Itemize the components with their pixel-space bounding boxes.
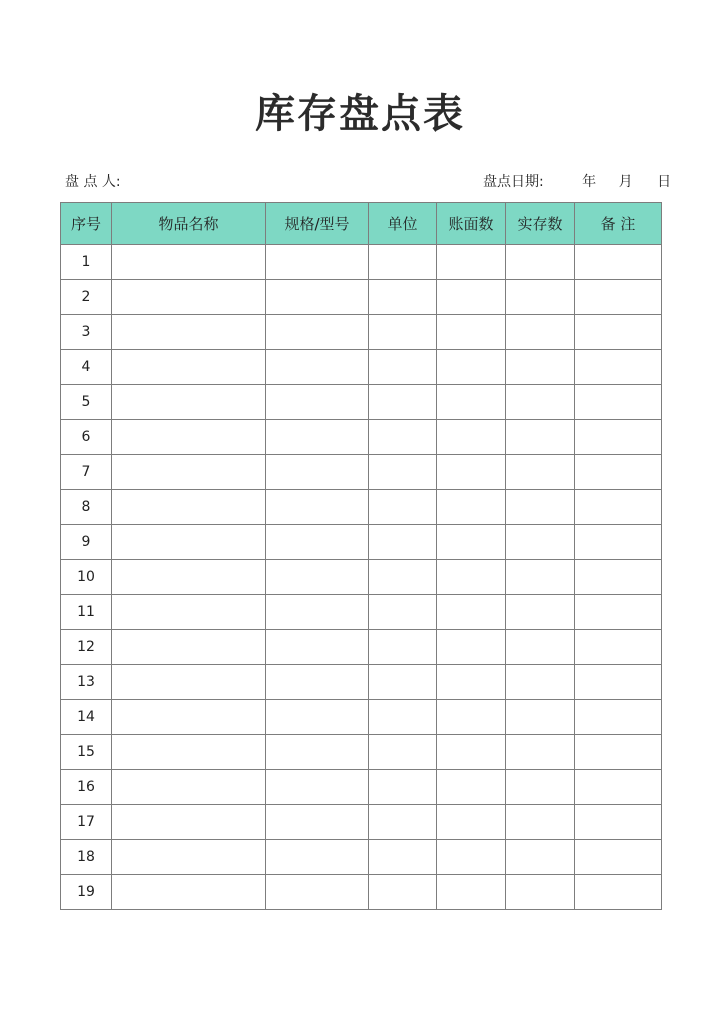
cell-actual-qty[interactable] (506, 490, 575, 525)
cell-book-qty[interactable] (437, 770, 506, 805)
cell-item-name[interactable] (112, 875, 266, 910)
cell-remarks[interactable] (575, 875, 662, 910)
table-row (61, 245, 662, 280)
cell-actual-qty[interactable] (506, 315, 575, 350)
row-index: 16 (61, 770, 112, 805)
header-item-name: 物品名称 (112, 203, 266, 245)
cell-item-name[interactable] (112, 420, 266, 455)
row-index: 7 (61, 455, 112, 490)
cell-spec-model[interactable] (266, 455, 369, 490)
table-row (61, 315, 662, 350)
row-index: 15 (61, 735, 112, 770)
cell-spec-model[interactable] (266, 280, 369, 315)
table-row (61, 280, 662, 315)
cell-unit[interactable] (369, 665, 437, 700)
cell-book-qty[interactable] (437, 700, 506, 735)
cell-spec-model[interactable] (266, 735, 369, 770)
cell-item-name[interactable] (112, 560, 266, 595)
cell-unit[interactable] (369, 245, 437, 280)
cell-remarks[interactable] (575, 700, 662, 735)
cell-remarks[interactable] (575, 560, 662, 595)
row-index: 8 (61, 490, 112, 525)
row-index: 10 (61, 560, 112, 595)
cell-book-qty[interactable] (437, 420, 506, 455)
cell-spec-model[interactable] (266, 805, 369, 840)
header-unit: 单位 (369, 203, 437, 245)
row-index: 18 (61, 840, 112, 875)
cell-book-qty[interactable] (437, 385, 506, 420)
cell-item-name[interactable] (112, 770, 266, 805)
row-index: 9 (61, 525, 112, 560)
inspector-label: 盘 点 人: (65, 174, 121, 190)
cell-item-name[interactable] (112, 280, 266, 315)
cell-actual-qty[interactable] (506, 455, 575, 490)
cell-item-name[interactable] (112, 490, 266, 525)
month-label: 月 (618, 174, 633, 190)
cell-actual-qty[interactable] (506, 350, 575, 385)
cell-spec-model[interactable] (266, 525, 369, 560)
cell-actual-qty[interactable] (506, 595, 575, 630)
cell-spec-model[interactable] (266, 840, 369, 875)
cell-actual-qty[interactable] (506, 840, 575, 875)
row-index: 12 (61, 630, 112, 665)
cell-spec-model[interactable] (266, 665, 369, 700)
header-remarks: 备 注 (575, 203, 662, 245)
cell-unit[interactable] (369, 350, 437, 385)
cell-item-name[interactable] (112, 840, 266, 875)
cell-item-name[interactable] (112, 315, 266, 350)
cell-item-name[interactable] (112, 245, 266, 280)
row-index: 11 (61, 595, 112, 630)
cell-book-qty[interactable] (437, 560, 506, 595)
row-index: 19 (61, 875, 112, 910)
cell-unit[interactable] (369, 700, 437, 735)
table-row (61, 735, 662, 770)
cell-book-qty[interactable] (437, 245, 506, 280)
date-line (483, 171, 672, 191)
cell-book-qty[interactable] (437, 315, 506, 350)
cell-spec-model[interactable] (266, 770, 369, 805)
cell-remarks[interactable] (575, 280, 662, 315)
cell-spec-model[interactable] (266, 385, 369, 420)
cell-remarks[interactable] (575, 595, 662, 630)
cell-remarks[interactable] (575, 525, 662, 560)
header-book-qty: 账面数 (437, 203, 506, 245)
table-row (61, 595, 662, 630)
cell-unit[interactable] (369, 525, 437, 560)
inventory-table (60, 202, 662, 910)
cell-remarks[interactable] (575, 770, 662, 805)
cell-unit[interactable] (369, 455, 437, 490)
cell-unit[interactable] (369, 315, 437, 350)
cell-spec-model[interactable] (266, 560, 369, 595)
table-row (61, 700, 662, 735)
cell-actual-qty[interactable] (506, 665, 575, 700)
cell-book-qty[interactable] (437, 665, 506, 700)
table-row (61, 420, 662, 455)
cell-book-qty[interactable] (437, 595, 506, 630)
table-row (61, 875, 662, 910)
cell-book-qty[interactable] (437, 735, 506, 770)
table-row (61, 805, 662, 840)
cell-actual-qty[interactable] (506, 385, 575, 420)
cell-remarks[interactable] (575, 245, 662, 280)
header-actual-qty: 实存数 (506, 203, 575, 245)
cell-spec-model[interactable] (266, 350, 369, 385)
cell-book-qty[interactable] (437, 525, 506, 560)
table-row (61, 840, 662, 875)
cell-unit[interactable] (369, 630, 437, 665)
table-row (61, 665, 662, 700)
cell-spec-model[interactable] (266, 595, 369, 630)
cell-actual-qty[interactable] (506, 805, 575, 840)
cell-actual-qty[interactable] (506, 770, 575, 805)
row-index: 2 (61, 280, 112, 315)
cell-spec-model[interactable] (266, 630, 369, 665)
cell-item-name[interactable] (112, 455, 266, 490)
cell-unit[interactable] (369, 420, 437, 455)
cell-actual-qty[interactable] (506, 245, 575, 280)
cell-book-qty[interactable] (437, 875, 506, 910)
table-row (61, 385, 662, 420)
row-index: 17 (61, 805, 112, 840)
cell-actual-qty[interactable] (506, 420, 575, 455)
cell-spec-model[interactable] (266, 875, 369, 910)
cell-remarks[interactable] (575, 315, 662, 350)
page-title: 库存盘点表 (255, 91, 465, 137)
cell-actual-qty[interactable] (506, 735, 575, 770)
cell-remarks[interactable] (575, 385, 662, 420)
cell-item-name[interactable] (112, 805, 266, 840)
table-row (61, 455, 662, 490)
cell-remarks[interactable] (575, 455, 662, 490)
cell-spec-model[interactable] (266, 245, 369, 280)
cell-unit[interactable] (369, 595, 437, 630)
cell-item-name[interactable] (112, 595, 266, 630)
cell-remarks[interactable] (575, 420, 662, 455)
cell-unit[interactable] (369, 490, 437, 525)
cell-item-name[interactable] (112, 350, 266, 385)
cell-unit[interactable] (369, 840, 437, 875)
cell-unit[interactable] (369, 560, 437, 595)
cell-actual-qty[interactable] (506, 525, 575, 560)
cell-actual-qty[interactable] (506, 630, 575, 665)
day-label: 日 (657, 174, 672, 190)
cell-actual-qty[interactable] (506, 875, 575, 910)
cell-remarks[interactable] (575, 735, 662, 770)
table-row (61, 350, 662, 385)
cell-book-qty[interactable] (437, 455, 506, 490)
cell-book-qty[interactable] (437, 280, 506, 315)
cell-unit[interactable] (369, 385, 437, 420)
cell-actual-qty[interactable] (506, 560, 575, 595)
table-row (61, 490, 662, 525)
cell-remarks[interactable] (575, 805, 662, 840)
row-index: 6 (61, 420, 112, 455)
cell-spec-model[interactable] (266, 700, 369, 735)
row-index: 1 (61, 245, 112, 280)
cell-unit[interactable] (369, 805, 437, 840)
cell-item-name[interactable] (112, 385, 266, 420)
cell-unit[interactable] (369, 875, 437, 910)
date-label: 盘点日期: (483, 174, 544, 190)
cell-item-name[interactable] (112, 735, 266, 770)
row-index: 13 (61, 665, 112, 700)
cell-book-qty[interactable] (437, 350, 506, 385)
table-row (61, 630, 662, 665)
cell-remarks[interactable] (575, 665, 662, 700)
cell-unit[interactable] (369, 280, 437, 315)
cell-spec-model[interactable] (266, 420, 369, 455)
row-index: 4 (61, 350, 112, 385)
cell-remarks[interactable] (575, 350, 662, 385)
cell-book-qty[interactable] (437, 630, 506, 665)
cell-unit[interactable] (369, 735, 437, 770)
cell-unit[interactable] (369, 770, 437, 805)
cell-book-qty[interactable] (437, 490, 506, 525)
cell-item-name[interactable] (112, 525, 266, 560)
row-index: 14 (61, 700, 112, 735)
row-index: 3 (61, 315, 112, 350)
year-label: 年 (582, 174, 597, 190)
table-row (61, 560, 662, 595)
cell-book-qty[interactable] (437, 805, 506, 840)
header-index: 序号 (61, 203, 112, 245)
cell-remarks[interactable] (575, 490, 662, 525)
cell-spec-model[interactable] (266, 490, 369, 525)
cell-spec-model[interactable] (266, 315, 369, 350)
row-index: 5 (61, 385, 112, 420)
cell-remarks[interactable] (575, 840, 662, 875)
cell-book-qty[interactable] (437, 840, 506, 875)
cell-item-name[interactable] (112, 630, 266, 665)
table-header-row (61, 203, 662, 245)
cell-actual-qty[interactable] (506, 280, 575, 315)
cell-item-name[interactable] (112, 700, 266, 735)
table-row (61, 525, 662, 560)
cell-item-name[interactable] (112, 665, 266, 700)
cell-actual-qty[interactable] (506, 700, 575, 735)
cell-remarks[interactable] (575, 630, 662, 665)
header-spec-model: 规格/型号 (266, 203, 369, 245)
table-row (61, 770, 662, 805)
